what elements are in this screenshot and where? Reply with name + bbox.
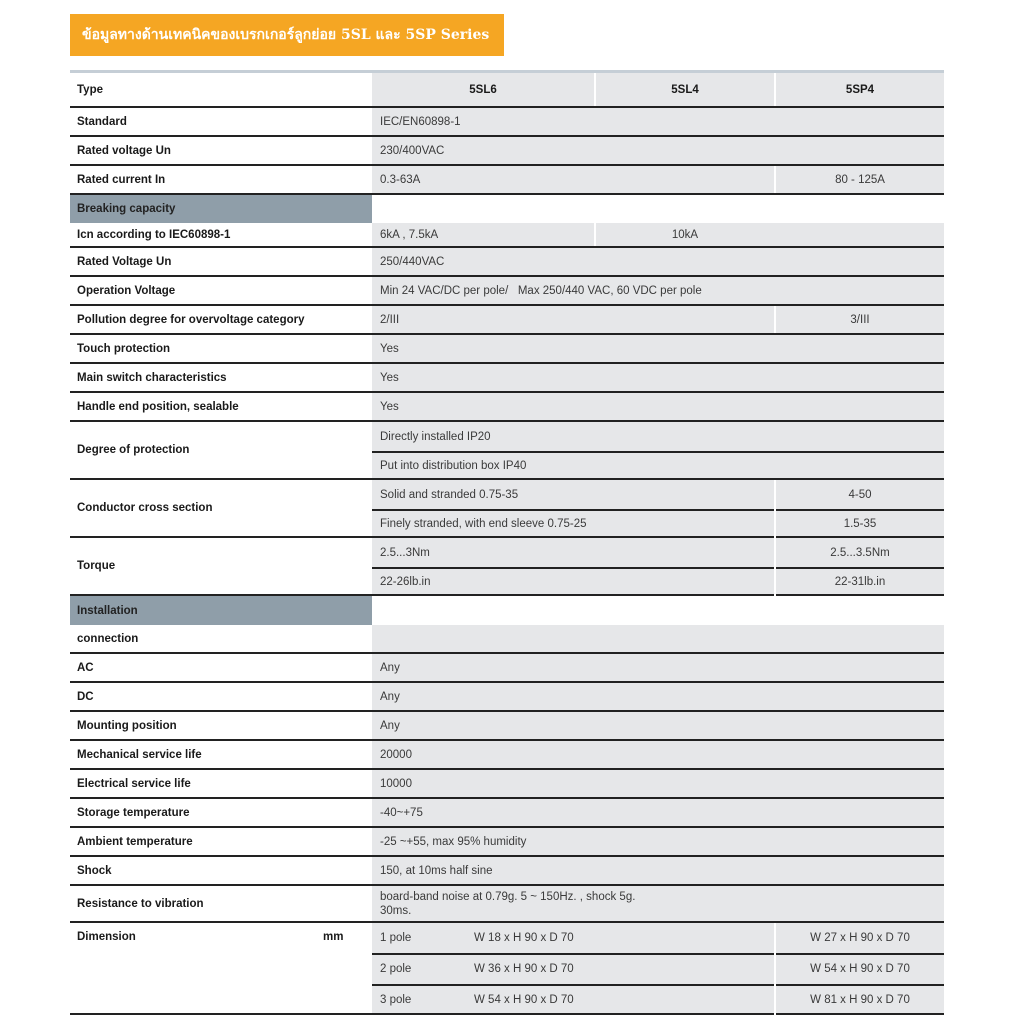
sub-row — [372, 480, 944, 511]
row-value-5sp4: 4-50 — [848, 488, 872, 501]
row-rated-voltage — [70, 137, 944, 166]
row-touch-protection — [70, 335, 944, 364]
row-value: Min 24 VAC/DC per pole/ Max 250/440 VAC, 60 VDC per pole — [380, 284, 702, 297]
row-value-5sp4: 80 - 125A — [835, 173, 885, 186]
section-blank — [372, 596, 944, 625]
row-value-area — [372, 770, 944, 797]
row-label: Storage temperature — [70, 799, 372, 826]
row-handle — [70, 393, 944, 422]
row-value: 150, at 10ms half sine — [380, 864, 493, 877]
row-label: Mechanical service life — [70, 741, 372, 768]
row-standard — [70, 108, 944, 137]
row-rated-current — [70, 166, 944, 195]
row-value-area — [372, 480, 944, 536]
row-dimension — [70, 923, 944, 1015]
row-value-area — [372, 538, 944, 594]
section-label: Installation — [70, 596, 372, 625]
row-label: Rated Voltage Un — [70, 248, 372, 275]
row-value-area — [372, 364, 944, 391]
row-label: AC — [70, 654, 372, 681]
row-label: Degree of protection — [70, 422, 372, 478]
row-value-area — [372, 625, 944, 652]
row-value-area — [372, 248, 944, 275]
sub-row — [372, 923, 944, 955]
dimension-5sl: W 36 x H 90 x D 70 — [474, 962, 574, 975]
dimension-5sl: W 54 x H 90 x D 70 — [474, 993, 574, 1006]
row-value: Yes — [380, 371, 399, 384]
row-value-area — [372, 422, 944, 478]
sub-row — [372, 509, 944, 538]
row-shock — [70, 857, 944, 886]
row-mounting — [70, 712, 944, 741]
row-torque — [70, 538, 944, 596]
row-conductor — [70, 480, 944, 538]
row-value: 250/440VAC — [380, 255, 445, 268]
row-label: Operation Voltage — [70, 277, 372, 304]
row-ambient-temperature — [70, 828, 944, 857]
row-value-area — [372, 886, 944, 921]
row-label: Rated voltage Un — [70, 137, 372, 164]
header-type-label: Type — [70, 73, 372, 106]
header-row — [70, 73, 944, 108]
row-vibration — [70, 886, 944, 923]
row-electrical-life — [70, 770, 944, 799]
row-value — [372, 886, 635, 921]
row-value-5sl6: 6kA , 7.5kA — [380, 228, 439, 241]
row-value: 22-26lb.in — [380, 575, 431, 588]
row-value: Put into distribution box IP40 — [380, 459, 527, 472]
row-label: Icn according to IEC60898-1 — [70, 223, 372, 246]
row-value: 20000 — [380, 748, 412, 761]
row-storage-temperature — [70, 799, 944, 828]
row-label — [70, 923, 372, 1013]
row-value: Yes — [380, 342, 399, 355]
value-line: 30ms. — [380, 904, 412, 917]
row-label: Touch protection — [70, 335, 372, 362]
row-value: Any — [380, 690, 400, 703]
row-value-5sp4: 3/III — [850, 313, 870, 326]
row-value: 10000 — [380, 777, 412, 790]
row-value-area — [372, 828, 944, 855]
row-mechanical-life — [70, 741, 944, 770]
row-label: Pollution degree for overvoltage category — [70, 306, 372, 333]
sub-row — [372, 567, 944, 596]
row-value: 0.3-63A — [380, 173, 421, 186]
row-value: -40~+75 — [380, 806, 423, 819]
sub-row — [372, 984, 944, 1015]
row-connection — [70, 625, 944, 654]
row-value-area — [372, 277, 944, 304]
col-5sl6: 5SL6 — [469, 83, 497, 96]
dimension-unit: mm — [323, 931, 344, 943]
row-label: Handle end position, sealable — [70, 393, 372, 420]
row-rated-voltage-un — [70, 248, 944, 277]
dimension-5sl: W 18 x H 90 x D 70 — [474, 932, 574, 944]
section-blank — [372, 195, 944, 223]
row-pollution — [70, 306, 944, 335]
sub-row — [372, 422, 944, 453]
col-5sl4: 5SL4 — [671, 83, 699, 96]
col-5sp4: 5SP4 — [845, 83, 875, 96]
row-label: Electrical service life — [70, 770, 372, 797]
row-value-area — [372, 223, 944, 246]
row-label: Standard — [70, 108, 372, 135]
row-label: Main switch characteristics — [70, 364, 372, 391]
row-label: Rated current In — [70, 166, 372, 193]
row-value-area — [372, 683, 944, 710]
row-value-area — [372, 108, 944, 135]
section-installation — [70, 596, 944, 625]
row-value: Directly installed IP20 — [380, 430, 491, 443]
sub-row — [372, 538, 944, 569]
row-value: Solid and stranded 0.75-35 — [380, 488, 519, 501]
row-operation-voltage — [70, 277, 944, 306]
row-label: Conductor cross section — [70, 480, 372, 536]
row-value-area — [372, 393, 944, 420]
dimension-5sp: W 81 x H 90 x D 70 — [810, 993, 910, 1006]
row-value-5sp4: 2.5...3.5Nm — [830, 546, 890, 559]
row-value-area — [372, 654, 944, 681]
header-values — [372, 73, 944, 106]
row-value-5sp4: 22-31lb.in — [834, 575, 886, 588]
row-value: 2.5...3Nm — [380, 546, 430, 559]
row-value: 230/400VAC — [380, 144, 445, 157]
row-value-area — [372, 712, 944, 739]
row-value: Yes — [380, 400, 399, 413]
row-degree-protection — [70, 422, 944, 480]
row-icn — [70, 223, 944, 248]
row-value-area — [372, 857, 944, 884]
row-value-5sl4: 10kA — [671, 228, 699, 241]
row-value-area — [372, 923, 944, 1013]
section-label: Breaking capacity — [70, 195, 372, 223]
row-main-switch — [70, 364, 944, 393]
row-value: 2/III — [380, 313, 400, 326]
row-value: Any — [380, 719, 400, 732]
pole-label: 3 pole — [380, 993, 412, 1006]
sub-row — [372, 953, 944, 986]
section-breaking-capacity — [70, 195, 944, 223]
spec-table — [70, 73, 944, 1015]
row-value-area — [372, 335, 944, 362]
row-value-5sp4: 1.5-35 — [843, 517, 877, 530]
value-line: board-band noise at 0.79g. 5 ~ 150Hz. , shock 5g. — [380, 890, 636, 903]
row-value: IEC/EN60898-1 — [380, 115, 461, 128]
row-value-area — [372, 799, 944, 826]
row-label: Shock — [70, 857, 372, 884]
row-label: Resistance to vibration — [70, 886, 372, 921]
pole-label: 1 pole — [380, 932, 412, 944]
row-value-area — [372, 741, 944, 768]
row-dc — [70, 683, 944, 712]
dimension-5sp: W 54 x H 90 x D 70 — [810, 962, 910, 975]
row-value: -25 ~+55, max 95% humidity — [380, 835, 527, 848]
row-value-area — [372, 166, 944, 193]
row-label: Mounting position — [70, 712, 372, 739]
pole-label: 2 pole — [380, 962, 412, 975]
row-label: DC — [70, 683, 372, 710]
row-value-area — [372, 137, 944, 164]
row-value-area — [372, 306, 944, 333]
page-title-banner: ข้อมูลทางด้านเทคนิคของเบรกเกอร์ลูกย่อย 5SL และ 5SP Series — [70, 14, 504, 56]
row-label: Ambient temperature — [70, 828, 372, 855]
row-value: Finely stranded, with end sleeve 0.75-25 — [380, 517, 587, 530]
dimension-label: Dimension — [77, 931, 136, 943]
row-value: Any — [380, 661, 400, 674]
dimension-5sp: W 27 x H 90 x D 70 — [810, 932, 910, 944]
sub-row — [372, 451, 944, 480]
row-label: connection — [70, 625, 372, 652]
row-ac — [70, 654, 944, 683]
row-label: Torque — [70, 538, 372, 594]
